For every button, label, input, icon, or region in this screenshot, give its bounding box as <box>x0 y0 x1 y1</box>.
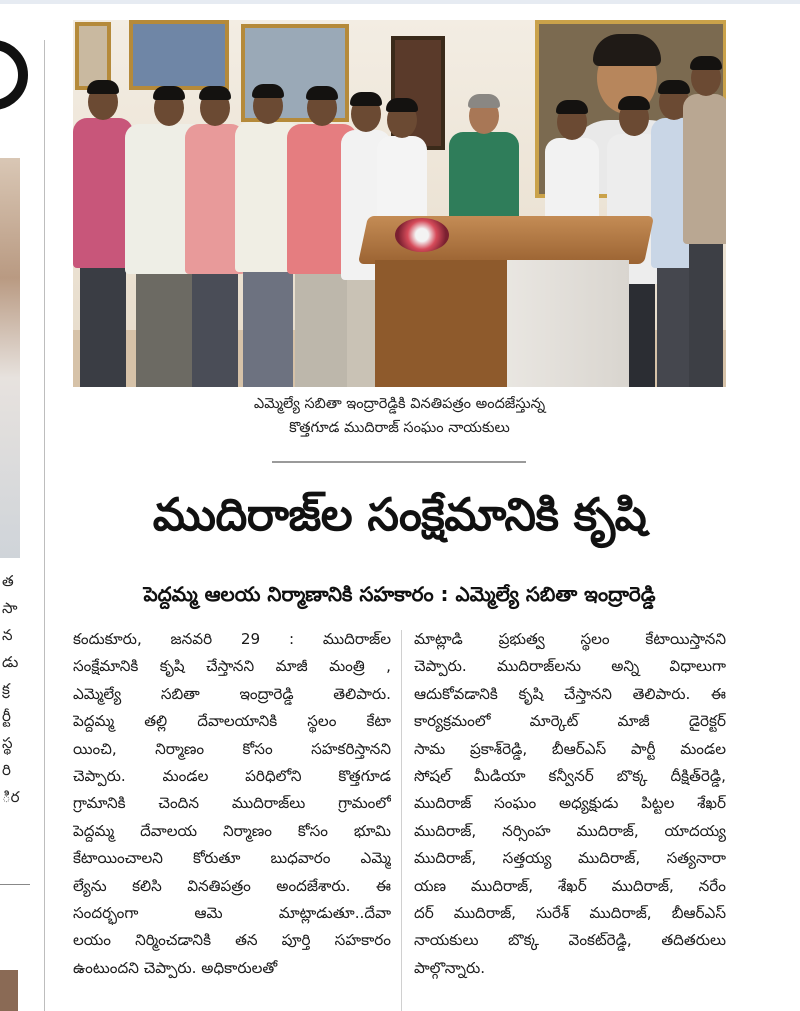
body-line: కేటాయించాలని కోరుతూ బుధవారం ఎమ్మె <box>73 849 391 868</box>
body-line: లయం నిర్మించడానికి తన పూర్తి సహకారం <box>73 931 391 950</box>
adjacent-text-fragment: రి <box>2 761 11 779</box>
body-line: పాల్గొన్నారు. <box>414 958 486 977</box>
body-line: మాట్లాడి ప్రభుత్వ స్థలం కేటాయిస్తానని <box>414 630 726 648</box>
adjacent-text-fragment: ిర <box>2 788 20 806</box>
adjacent-divider <box>0 884 30 885</box>
adjacent-text-fragment: సా <box>2 599 18 617</box>
body-line: దర్ ముదిరాజ్, సురేశ్ ముదిరాజ్, బీఆర్‌ఎస్ <box>414 904 726 923</box>
body-line: ఎమ్మెల్యే సబితా ఇంద్రారెడ్డి తెలిపారు. <box>73 684 391 703</box>
caption-line: కొత్తగూడ ముదిరాజ్ సంఘం నాయకులు <box>289 420 510 436</box>
body-line: యణ ముదిరాజ్, శేఖర్ ముదిరాజ్, నరేం <box>414 876 726 895</box>
photo-caption <box>73 392 726 440</box>
article-column-1 <box>73 626 391 982</box>
body-line: ముదిరాజ్, నర్సింహ ముదిరాజ్, యాదయ్య <box>414 821 726 840</box>
body-line: ల్యేను కలిసి వినతిపత్రం అందజేశారు. ఈ <box>73 876 391 895</box>
body-line: ముదిరాజ్, సత్తయ్య ముదిరాజ్, సత్యనారా <box>414 849 726 868</box>
top-strip <box>0 0 800 4</box>
article-column-divider <box>401 630 402 1011</box>
adjacent-text-fragment: న <box>2 626 13 644</box>
adjacent-headline-glyph <box>0 40 28 110</box>
body-line: పెద్దమ్మ దేవాలయ నిర్మాణం కోసం భూమి <box>73 821 391 840</box>
body-line: నాయకులు బొక్క వెంకట్‌రెడ్డి, తదితరులు <box>414 931 726 950</box>
adjacent-photo-bottom <box>0 970 18 1011</box>
adjacent-text-fragment: స్థ <box>2 734 13 752</box>
body-line: సోషల్ మీడియా కన్వీనర్ బొక్క దీక్షిత్‌రెడ్డి, <box>414 767 726 786</box>
body-line: గ్రామానికి చెందిన ముదిరాజ్‌లు గ్రామంలో <box>73 794 391 813</box>
article-subheadline: పెద్దమ్మ ఆలయ నిర్మాణానికి సహకారం : ఎమ్మెల్యే సబితా ఇంద్రారెడ్డి <box>143 582 656 606</box>
article-headline: ముదిరాజ్‌ల సంక్షేమానికి కృషి <box>152 488 647 541</box>
caption-line: ఎమ్మెల్యే సబితా ఇంద్రారెడ్డికి వినతిపత్రం అందజేస్తున్న <box>253 396 546 412</box>
body-line: కందుకూరు, జనవరి 29 : ముదిరాజ్‌ల <box>73 630 391 648</box>
body-line: సంక్షేమానికి కృషి చేస్తానని మాజీ మంత్రి , <box>73 657 391 676</box>
adjacent-photo <box>0 158 20 558</box>
article-column-2 <box>414 626 726 982</box>
body-line: చెప్పారు. మండల పరిధిలోని కొత్తగూడ <box>73 767 391 786</box>
adjacent-text-fragment: క్ర <box>2 680 10 698</box>
body-line: చెప్పారు. ముదిరాజ్‌లను అన్ని విధాలుగా <box>414 657 726 676</box>
adjacent-text-fragment: డు <box>2 653 19 671</box>
body-line: సామ ప్రకాశ్‌రెడ్డి, బీఆర్‌ఎస్ పార్టీ మండల <box>414 739 726 758</box>
caption-divider <box>272 461 526 463</box>
office-desk-front <box>375 260 629 387</box>
body-line: సందర్భంగా ఆమె మాట్లాడుతూ..దేవా <box>73 904 391 923</box>
wall-frame <box>129 20 229 90</box>
body-line: ఆదుకోవడానికి కృషి చేస్తానని తెలిపారు. ఈ <box>414 684 726 703</box>
adjacent-text-fragment: త <box>2 572 14 590</box>
news-photo <box>73 20 726 387</box>
adjacent-text-fragment: ర్టీ <box>2 707 11 725</box>
body-line: యించి, నిర్మాణం కోసం సహకరిస్తానని <box>73 739 391 758</box>
flower-bouquet <box>395 218 449 252</box>
body-line: కార్యక్రమంలో మార్కెట్ మాజీ డైరెక్టర్ <box>414 712 726 731</box>
column-divider <box>44 40 45 1011</box>
body-line: ఉంటుందని చెప్పారు. అధికారులతో <box>73 958 278 977</box>
body-line: ముదిరాజ్ సంఘం అధ్యక్షుడు పిట్టల శేఖర్ <box>414 794 726 813</box>
adjacent-article-fragment <box>0 0 46 1011</box>
body-line: పెద్దమ్మ తల్లి దేవాలయానికి స్థలం కేటా <box>73 712 391 731</box>
portrait-hair <box>593 34 661 66</box>
